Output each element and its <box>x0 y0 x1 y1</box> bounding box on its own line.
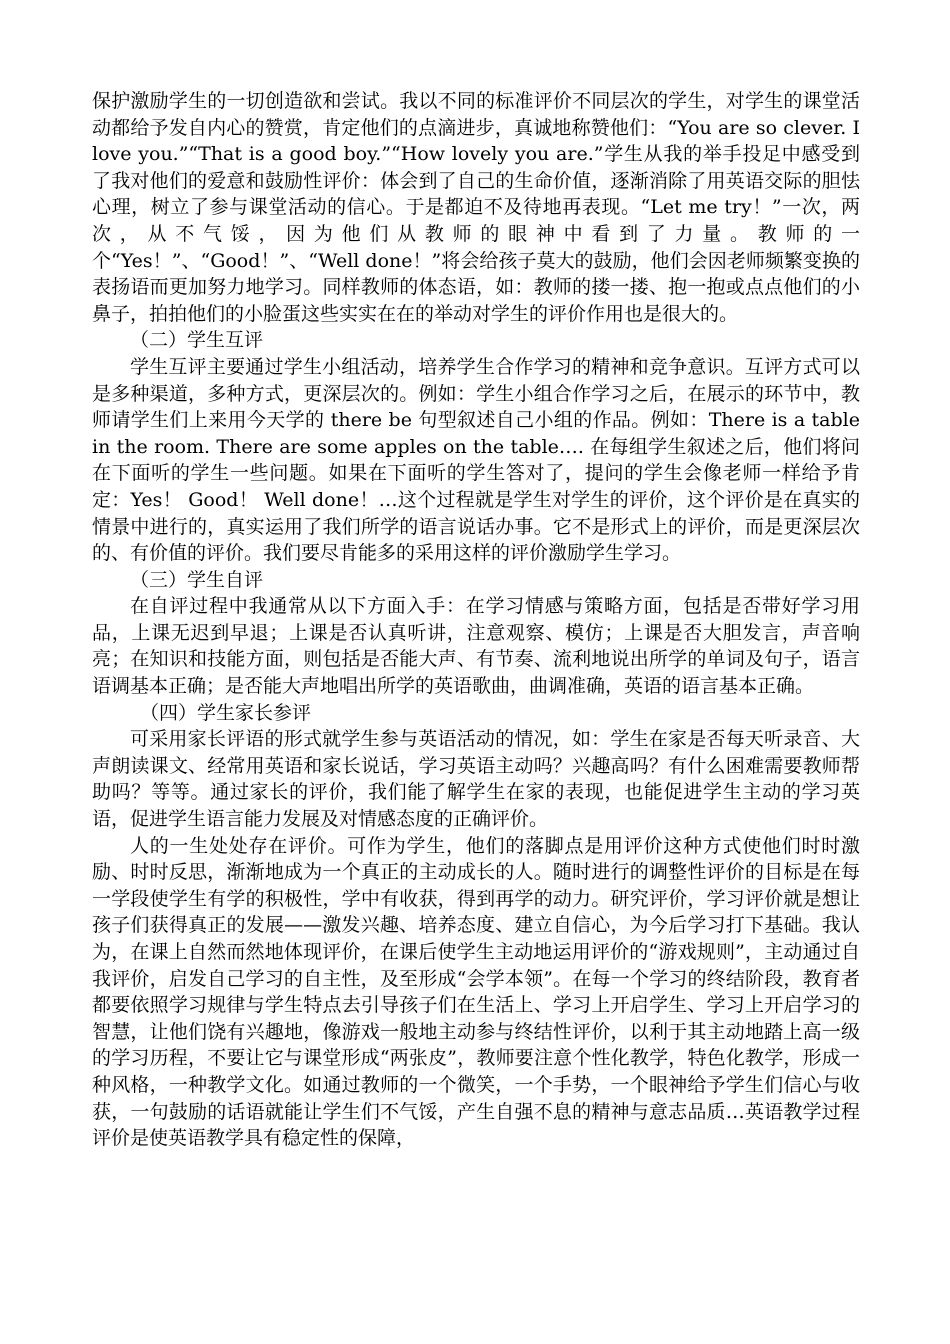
paragraph-praise: 保护激励学生的一切创造欲和尝试。我以不同的标准评价不同层次的学生，对学生的课堂活动都给予发自内心的赞赏，肯定他们的点滴进步，真诚地称赞他们：“You are so clever. I love you.”“That is a good boy.”“How lovely you are.”学生从我的举手投足中感受到了我对他们的爱意和鼓励性评价：体会到了自己的生命价值，逐渐消除了用英语交际的胆怯心理，树立了参与课堂活动的信心。于是都迫不及待地再表现。“Let me try！”一次，两次，从不气馁，因为他们从教师的眼神中看到了力量。教师的一个“Yes！”、“Good！”、“Well done！”将会给孩子莫大的鼓励，他们会因老师频繁变换的表扬语而更加努力地学习。同样教师的体态语，如：教师的搂一搂、抱一抱或点点他们的小鼻子，拍拍他们的小脸蛋这些实实在在的举动对学生的评价作用也是很大的。 <box>92 90 860 325</box>
section-heading-peer-evaluation: （二）学生互评 <box>130 329 264 352</box>
paragraph-parent-evaluation: 可采用家长评语的形式就学生参与英语活动的情况，如：学生在家是否每天听录音、大声朗读课文、经常用英语和家长说话，学习英语主动吗？兴趣高吗？有什么困难需要教师帮助吗？等等。通过家长的评价，我们能了解学生在家的表现，也能促进学生主动的学习英语，促进学生语言能力发展及对情感态度的正确评价。 <box>92 728 860 831</box>
section-heading-self-evaluation: （三）学生自评 <box>130 568 264 591</box>
paragraph-self-evaluation: 在自评过程中我通常从以下方面入手：在学习情感与策略方面，包括是否带好学习用品，上课无迟到早退；上课是否认真听讲，注意观察、模仿；上课是否大胆发言，声音响亮；在知识和技能方面，则包括是否能大声、有节奏、流利地说出所学的单词及句子，语言语调基本正确；是否能大声地唱出所学的英语歌曲，曲调准确，英语的语言基本正确。 <box>92 595 860 698</box>
document-page <box>92 88 860 1152</box>
paragraph-peer-evaluation: 学生互评主要通过学生小组活动，培养学生合作学习的精神和竞争意识。互评方式可以是多种渠道，多种方式，更深层次的。例如：学生小组合作学习之后，在展示的环节中，教师请学生们上来用今天学的 there be 句型叙述自己小组的作品。例如：There is a table in the room. There are some apples on the table…. 在每组学生叙述之后，他们将问在下面听的学生一些问题。如果在下面听的学生答对了，提问的学生会像老师一样给予肯定：Yes！ Good！ Well done！…这个过程就是学生对学生的评价，这个评价是在真实的情景中进行的，真实运用了我们所学的语言说话办事。它不是形式上的评价，而是更深层次的、有价值的评价。我们要尽肯能多的采用这样的评价激励学生学习。 <box>92 355 860 565</box>
paragraph-conclusion: 人的一生处处存在评价。可作为学生，他们的落脚点是用评价这种方式使他们时时激励、时时反思，渐渐地成为一个真正的主动成长的人。随时进行的调整性评价的目标是在每一学段使学生有学的积极性，学中有收获，得到再学的动力。研究评价，学习评价就是想让孩子们获得真正的发展——激发兴趣、培养态度、建立自信心，为今后学习打下基础。我认为，在课上自然而然地体现评价，在课后使学生主动地运用评价的“游戏规则”，主动通过自我评价，启发自己学习的自主性，及至形成“会学本领”。在每一个学习的终结阶段，教育者都要依照学习规律与学生特点去引导孩子们在生活上、学习上开启学生、学习上开启学习的智慧，让他们饶有兴趣地，像游戏一般地主动参与终结性评价，以利于其主动地踏上高一级的学习历程，不要让它与课堂形成“两张皮”，教师要注意个性化教学，特色化教学，形成一种风格，一种教学文化。如通过教师的一个微笑，一个手势，一个眼神给予学生们信心与收获，一句鼓励的话语就能让学生们不气馁，产生自强不息的精神与意志品质…英语教学过程评价是使英语教学具有稳定性的保障， <box>92 834 860 1150</box>
section-heading-parent-evaluation: （四）学生家长参评 <box>140 701 312 724</box>
